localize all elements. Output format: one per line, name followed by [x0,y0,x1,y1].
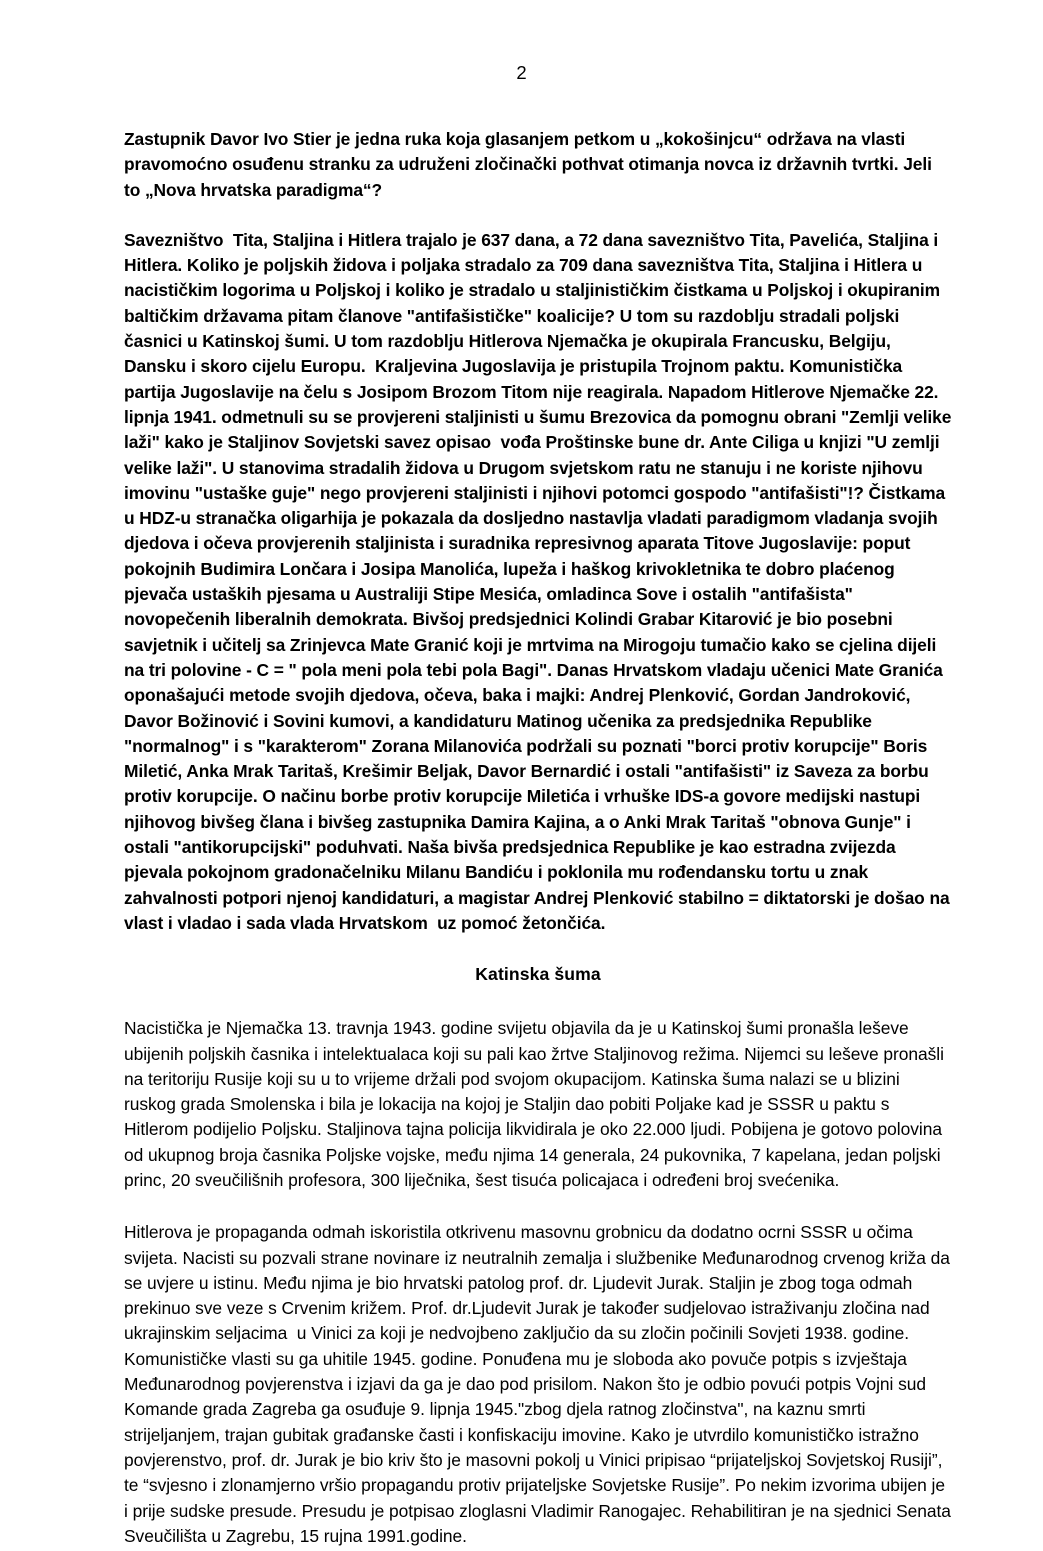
document-body [124,127,957,1549]
paragraph-main-bold: Savezništvo Tita, Staljina i Hitlera trajalo je 637 dana, a 72 dana savezništvo Tita, Pavelića, Staljina i Hitlera. Koliko je poljskih židova i poljaka stradalo za 709 dana savezništva Tita, Staljina i Hitlera u nacističkim logorima u Poljskoj i koliko je stradalo u staljinističkim čistkama u Poljskoj i okupiranim baltičkim državama pitam članove "antifašističke" koalicije? U tom su razdoblju stradali poljski časnici u Katinskoj šumi. U tom razdoblju Hitlerova Njemačka je okupirala Francusku, Belgiju, Dansku i skoro cijelu Europu. Kraljevina Jugoslavija je pristupila Trojnom paktu. Komunistička partija Jugoslavije na čelu s Josipom Brozom Titom nije reagirala. Napadom Hitlerove Njemačke 22. lipnja 1941. odmetnuli su se provjereni staljinisti u šumu Brezovica da pomognu obrani "Zemlji velike laži" kako je Staljinov Sovjetski savez opisao vođa Proštinske bune dr. Ante Ciliga u knjizi "U zemlji velike laži". U stanovima stradalih židova u Drugom svjetskom ratu ne stanuju i ne koriste njihovu imovinu "ustaške guje" nego provjereni staljinisti i njihovi potomci gospodo "antifašisti"!? Čistkama u HDZ-u stranačka oligarhija je pokazala da dosljedno nastavlja vladati paradigmom vladanja svojih djedova i očeva provjerenih staljinista i suradnika represivnog aparata Titove Jugoslavije: poput pokojnih Budimira Lončara i Josipa Manolića, lupeža i haškog krivokletnika te dobro plaćenog pjevača ustaških pjesama u Australiji Stipe Mesića, omladinca Sove i ostalih "antifašista" novopečenih liberalnih demokrata. Bivšoj predsjednici Kolindi Grabar Kitarović je bio posebni savjetnik i učitelj sa Zrinjevca Mate Granić koji je mrtvima na Mirogoju tumačio kako se cjelina dijeli na tri polovine - C = " pola meni pola tebi pola Bagi". Danas Hrvatskom vladaju učenici Mate Granića oponašajući metode svojih djedova, očeva, baka i majki: Andrej Plenković, Gordan Jandroković, Davor Božinović i Sovini kumovi, a kandidaturu Matinog učenika za predsjednika Republike "normalnog" i s "karakterom" Zorana Milanovića podržali su poznati "borci protiv korupcije" Boris Miletić, Anka Mrak Taritaš, Krešimir Beljak, Davor Bernardić i ostali "antifašisti" iz Saveza za borbu protiv korupcije. O načinu borbe protiv korupcije Miletića i vrhuške IDS-a govore medijski nastupi njihovog bivšeg člana i bivšeg zastupnika Damira Kajina, a o Anki Mrak Taritaš "obnova Gunje" i ostali "antikorupcijski" poduhvati. Naša bivša predsjednica Republike je kao estradna zvijezda pjevala pokojnom gradonačelniku Milanu Bandiću i poklonila mu rođendansku tortu u znak zahvalnosti potpori njenoj kandidaturi, a magistar Andrej Plenković stabilno = diktatorski je došao na vlast i vladao i sada vlada Hrvatskom uz pomoć žetončića. [124,229,957,933]
paragraph-propaganda-jurak: Hitlerova je propaganda odmah iskoristila otkrivenu masovnu grobnicu da dodatno ocrni SSSR u očima svijeta. Nacisti su pozvali strane novinare iz neutralnih zemalja i službenike Međunarodnog crvenog križa da se uvjere u istinu. Među njima je bio hrvatski patolog prof. dr. Ljudevit Jurak. Staljin je zbog toga odmah prekinuo sve veze s Crvenim križem. Prof. dr.Ljudevit Jurak je također sudjelovao istraživanju zločina nad ukrajinskim seljacima u Vinici za koji je nedvojbeno zaključio da su zločin počinili Sovjeti 1938. godine. Komunističke vlasti su ga uhitile 1945. godine. Ponuđena mu je sloboda ako povuče potpis s izvještaja Međunarodnog povjerenstva i izjavi da ga je dao pod prisilom. Nakon što je odbio povući potpis Vojni sud Komande grada Zagreba ga osuđuje 9. lipnja 1945."zbog djela ratnog zločinstva", na kaznu smrti strijeljanjem, trajan gubitak građanske časti i konfiskaciju imovine. Kako je utvrdilo komunističko istražno povjerenstvo, prof. dr. Jurak je bio kriv što je masovni pokolj u Vinici pripisao “prijateljskoj Sovjetskoj Rusiji”, te “svjesno i zlonamjerno vršio propagandu protiv prijateljske Sovjetske Rusije”. Po nekim izvorima ubijen je i prije sudske presude. Presudu je potpisao zloglasni Vladimir Ranogajec. Rehabilitiran je na sjednici Senata Sveučilišta u Zagrebu, 15 rujna 1991.godine. [124,1222,956,1546]
paragraph-intro: Zastupnik Davor Ivo Stier je jedna ruka koja glasanjem petkom u „kokošinjcu“ održava na vlasti pravomoćno osuđenu stranku za udruženi zločinački pothvat otimanja novca iz državnih tvrtki. Jeli to „Nova hrvatska paradigma“? [124,129,937,200]
page-number: 2 [516,62,527,83]
paragraph-spacer [124,203,952,228]
paragraph-spacer [124,1193,952,1220]
section-heading-katinska-suma: Katinska šuma [475,964,601,985]
section-heading-wrapper [124,936,952,1016]
paragraph-katyn-discovery: Nacistička je Njemačka 13. travnja 1943. godine svijetu objavila da je u Katinskoj šumi pronašla leševe ubijenih poljskih časnika i intelektualaca koji su pali kao žrtve Staljinovog režima. Nijemci su leševe pronašli na teritoriju Rusije koji su u to vrijeme držali pod svojom okupacijom. Katinska šuma nalazi se u blizini ruskog grada Smolenska i bila je lokacija na kojoj je Staljin dao pobiti Poljake kad je SSSR u paktu s Hitlerom podijelio Poljsku. Staljinova tajna policija likvidirala je oko 22.000 ljudi. Pobijena je gotovo polovina od ukupnog broja časnika Poljske vojske, među njima 14 generala, 24 pukovnika, 7 kapelana, jedan poljski princ, 20 sveučilišnih profesora, 300 liječnika, šest tisuća policajaca i određeni broj svećenika. [124,1018,949,1190]
